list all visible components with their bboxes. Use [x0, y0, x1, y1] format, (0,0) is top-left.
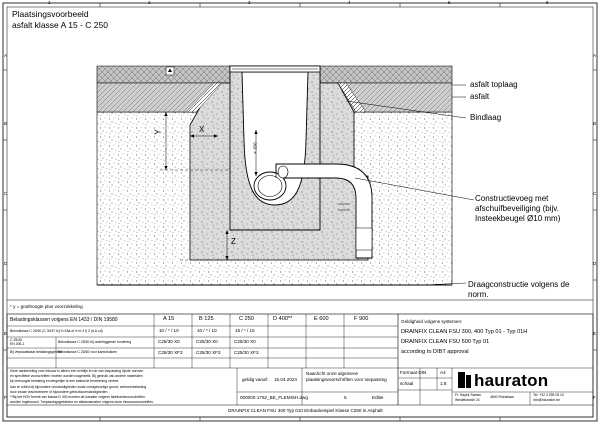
row-mark: C: [593, 191, 597, 196]
class-d400: D 400**: [273, 316, 293, 322]
format-label: Formaat DIN: [400, 370, 427, 375]
row4-label: Betonklasse C 25/30 voor kantstrokken: [58, 350, 117, 354]
note-line: door zwaar vrachtverkeer of bijzondere gebruiksomstandigheden.: [10, 390, 109, 394]
callout-asfalt: asfalt: [470, 92, 490, 101]
note-line: **Bij het HGV bereik van klasse D 400 moeten de kanalen volgens fabrikantsvoorschriften: [10, 395, 145, 399]
row-mark: E: [593, 331, 597, 336]
class-b125: B 125: [199, 316, 214, 322]
address-line: 4840 Roeselaar: [490, 395, 514, 399]
edition: Editie: [372, 395, 384, 400]
row-mark: B: [593, 121, 597, 126]
col-mark: 4: [348, 0, 351, 5]
row2-label: Betonklasse C 25/30 (C 30/37 bij X>18a of X>0.4 f) 2 (d & cd): [10, 329, 103, 333]
row3-val: C25/30 X0: [196, 339, 218, 344]
callout-draag-2: norm.: [468, 290, 489, 299]
class-a15: A 15: [163, 316, 175, 322]
note-line: bij verhoogde belasting en dergelijke is een statische berekening vereist.: [10, 379, 119, 383]
validity-heading: Geldigheid volgens systemen:: [401, 319, 463, 324]
drawing-number: 000000-1762_BE_FLEMISH.dwg: [240, 395, 308, 400]
note-line: en specifieke voorschriften moeten worden nageleefd. Bij gebruik van andere materialen: [10, 374, 143, 378]
scale-label: schaal: [400, 381, 414, 386]
row4-val: C25/30 XF3: [158, 350, 183, 355]
dim-y: Y: [153, 129, 163, 135]
col-mark: 1: [48, 0, 51, 5]
validity-line: DRAINFIX CLEAN FSU 300, 400 Typ 01 - Typ 01H: [401, 329, 528, 335]
callout-bindlaag: Bindlaag: [470, 113, 502, 122]
row3-side: C 25/30: [10, 338, 22, 342]
contact-line: Tel. +32 4 295 05 10: [533, 393, 564, 397]
validity-line: DRAINFIX CLEAN FSU 500 Typ 01: [401, 339, 490, 345]
row3-val: C25/30 X0: [234, 339, 256, 344]
note-line: worden ingebouwd. Toepassingsgebieden en afstandsmaten volgens deze inbouwvoorschriften.: [10, 400, 154, 404]
col-mark: 2: [148, 0, 151, 5]
row-mark: D: [593, 261, 597, 266]
address-line: Weidelstraße 24: [455, 398, 480, 402]
dim-x: X: [199, 125, 205, 134]
dim-z: Z: [231, 237, 236, 246]
class-c250: C 250: [239, 316, 254, 322]
row2-val: 10 / * / 10: [159, 328, 179, 333]
row-mark: A: [593, 53, 597, 58]
row-mark: C: [4, 191, 8, 196]
validity-line: according to DIBT approval: [401, 349, 469, 355]
note-label-1: Naarzicht onze algemene: [306, 371, 359, 376]
col-mark: 5: [448, 0, 451, 5]
callout-constructie-3: Insteekbeugel Ø10 mm): [475, 214, 561, 223]
valid-from: 15.04.2024: [274, 377, 297, 382]
address-line: Fr. Hayek Samen: [455, 393, 482, 397]
format-value: A4: [440, 370, 446, 375]
bottom-caption: DRAINFIX CLEAN FSU 300 Typ 010 Einbaubeispiel Klasse C250 in Asphalt: [228, 408, 383, 413]
note-label-2: plaatsingsvoorschriften voor toepassing: [306, 377, 387, 382]
row-mark: E: [4, 331, 8, 336]
class-e600: E 600: [314, 316, 329, 322]
note-line: Aan te vullen bij bijzondere omstandigheden zoals vorstgevoelige grond, verkeersbelasting: [10, 385, 147, 389]
footnote: * y = goothoogte plus voorzokkeling: [10, 304, 83, 309]
col-mark: 6: [546, 0, 549, 5]
row-mark: B: [4, 121, 8, 126]
row2-val: 15 / * / 15: [235, 328, 255, 333]
row3-side: EN 206-1: [10, 342, 25, 346]
contact-line: info@hauraton.be: [533, 398, 561, 402]
row3-label: Betonklasse C 25/30 bij onderliggende fundering: [58, 340, 132, 344]
row2-val: 10 / * / 10: [197, 328, 217, 333]
row-mark: F: [4, 395, 7, 400]
row4-val: C25/30 XF3: [234, 350, 259, 355]
sheet-number: 5: [344, 395, 347, 400]
callout-constructie-2: afschuifbeveiliging (bijv.: [475, 204, 559, 213]
hauraton-logo-icon: [458, 372, 471, 388]
row4-val: C25/30 XF3: [196, 350, 221, 355]
valid-from-label: geldig vanaf:: [242, 377, 269, 382]
note-line: Deze aanbeveling voor inbouw is alleen een richtlijn en de van toepassing zijnde normen: [10, 369, 144, 373]
cross-section: [97, 66, 474, 285]
callout-draag-1: Draagconstructie volgens de: [468, 280, 570, 289]
callout-constructie-1: Constructievoeg met: [475, 194, 549, 203]
brand-name: hauraton: [474, 371, 549, 390]
dim-150: > 150: [252, 142, 258, 155]
callout-asfalt-toplaag: asfalt toplaag: [470, 80, 518, 89]
class-f900: F 900: [354, 316, 369, 322]
title-line-2: asfalt klasse A 15 - C 250: [12, 20, 108, 30]
row1-label: Belastingsklassen volgens EN 1433 / DIN 19580: [10, 317, 118, 323]
title-line-1: Plaatsingsvoorbeeld: [12, 9, 89, 19]
scale-value: 1:8: [440, 381, 447, 386]
row3-val: C25/30 X0: [158, 339, 180, 344]
row-mark: F: [593, 395, 596, 400]
col-mark: 3: [248, 0, 251, 5]
row-mark: D: [4, 261, 8, 266]
row-mark: A: [4, 53, 8, 58]
row4-side: Bij verplaatsbaar belastingsgebied: [10, 350, 62, 354]
